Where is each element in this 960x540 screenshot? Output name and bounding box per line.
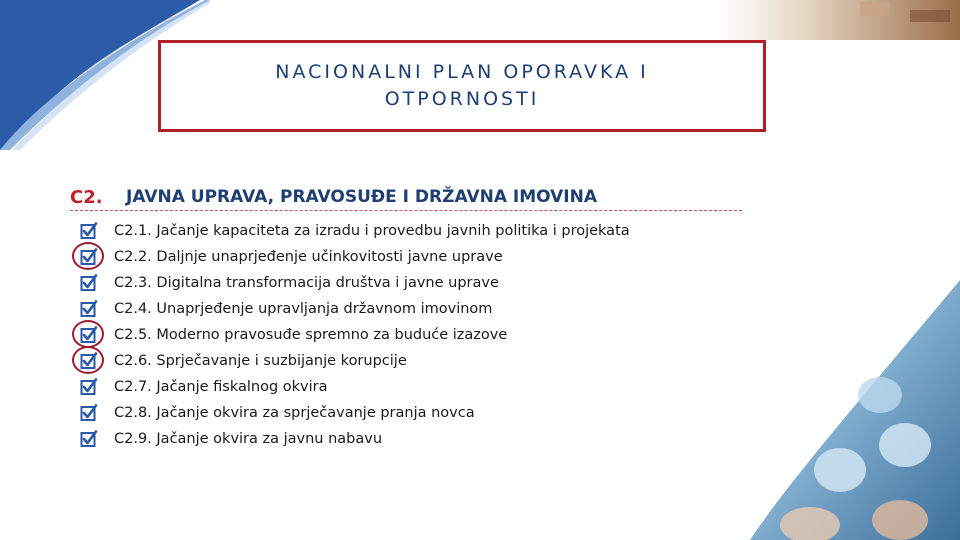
section-divider [70,210,742,211]
title-line-1: NACIONALNI PLAN OPORAVKA I [275,61,649,83]
component-panel [62,172,770,460]
checked-box-icon [80,404,98,422]
decorative-keyboard-image [750,280,960,540]
list-item [80,218,630,244]
checked-box-icon [80,274,98,292]
checked-box-icon [80,248,98,266]
circle-highlight-mark [72,346,104,374]
item-label: C2.8. Jačanje okvira za sprječavanje pranja novca [114,405,475,421]
list-item [80,322,630,348]
section-heading [70,184,597,210]
item-label: C2.6. Sprječavanje i suzbijanje korupcije [114,353,407,369]
item-label: C2.4. Unaprjeđenje upravljanja državnom imovinom [114,301,493,317]
circle-highlight-mark [72,242,104,270]
item-label: C2.9. Jačanje okvira za javnu nabavu [114,431,383,447]
circle-highlight-mark [72,320,104,348]
section-title: JAVNA UPRAVA, PRAVOSUĐE I DRŽAVNA IMOVINA [126,187,598,207]
item-label: C2.1. Jačanje kapaciteta za izradu i provedbu javnih politika i projekata [114,223,630,239]
item-label: C2.5. Moderno pravosuđe spremno za buduće izazove [114,327,508,343]
checked-box-icon [80,430,98,448]
checked-box-icon [80,378,98,396]
item-label: C2.3. Digitalna transformacija društva i javne uprave [114,275,499,291]
list-item [80,270,630,296]
page-title [232,59,692,113]
checked-box-icon [80,326,98,344]
list-item [80,400,630,426]
checked-box-icon [80,222,98,240]
checked-box-icon [80,300,98,318]
item-label: C2.2. Daljnje unaprjeđenje učinkovitosti javne uprave [114,249,503,265]
list-item [80,244,630,270]
title-line-2: OTPORNOSTI [384,88,540,110]
list-item [80,374,630,400]
title-box [158,40,766,132]
list-item [80,348,630,374]
reform-list [80,218,630,452]
list-item [80,296,630,322]
checked-box-icon [80,352,98,370]
item-label: C2.7. Jačanje fiskalnog okvira [114,379,328,395]
list-item [80,426,630,452]
section-code: C2. [70,186,103,208]
decorative-scales-image [720,0,960,40]
